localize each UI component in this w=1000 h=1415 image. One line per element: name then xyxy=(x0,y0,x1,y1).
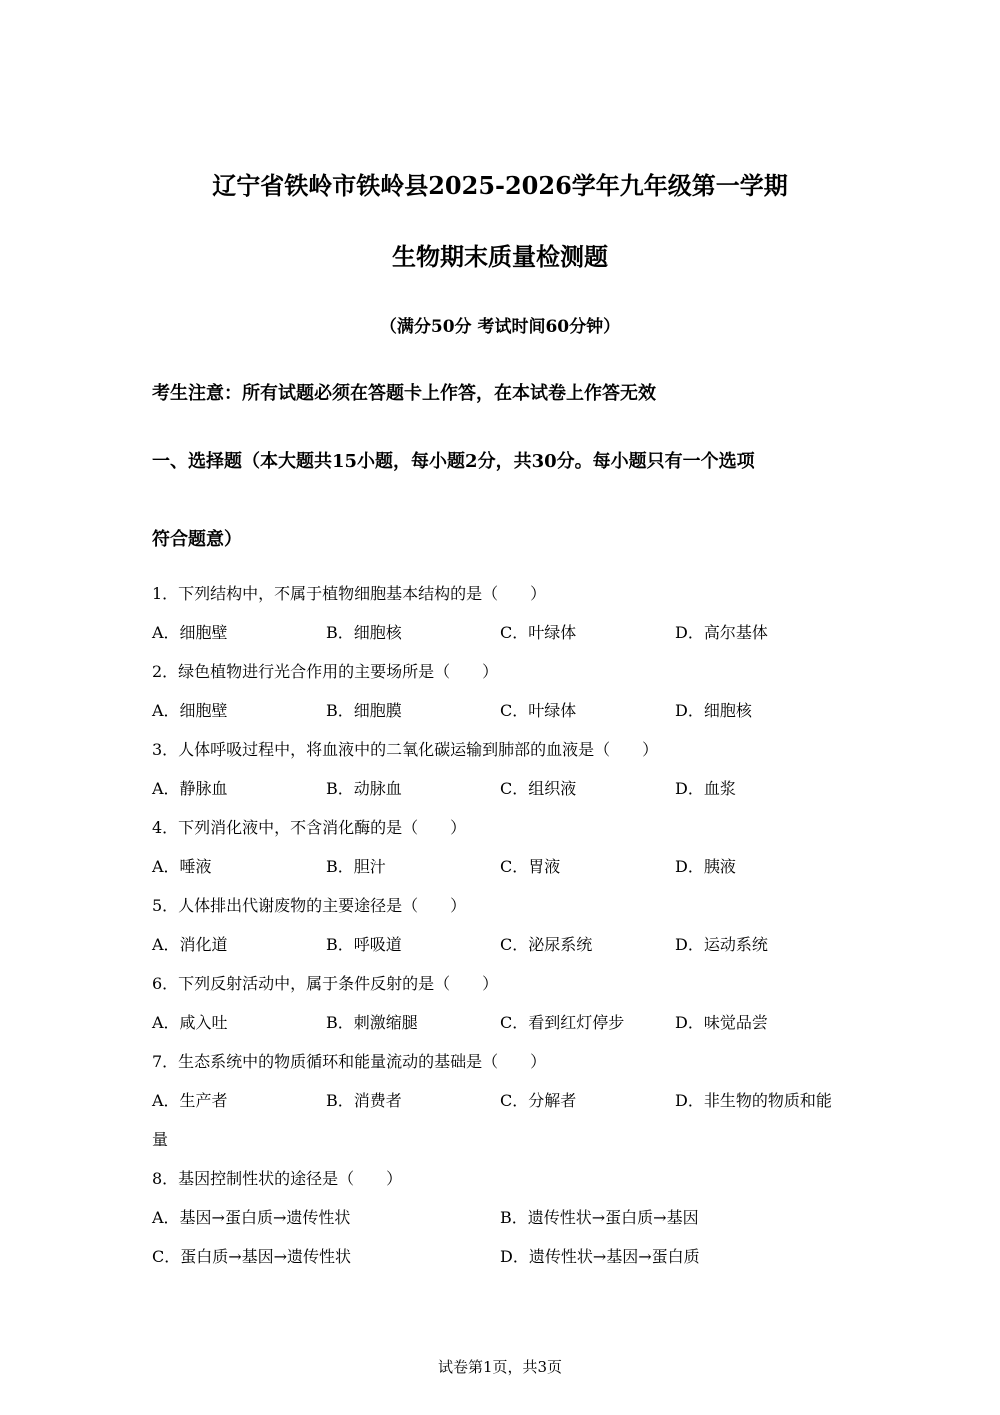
option-d: D．味觉品尝 xyxy=(675,1013,768,1032)
option-c: C．叶绿体 xyxy=(500,623,577,642)
option-d: D．细胞核 xyxy=(675,701,752,720)
option-b: B．刺激缩腿 xyxy=(326,1013,418,1032)
question-stem: 8．基因控制性状的途径是（ ） xyxy=(152,1169,403,1188)
option-a: A．消化道 xyxy=(152,935,228,954)
option-d: D．胰液 xyxy=(675,857,736,876)
option-b: B．消费者 xyxy=(326,1091,402,1110)
option-b: B．动脉血 xyxy=(326,779,402,798)
question-stem: 2．绿色植物进行光合作用的主要场所是（ ） xyxy=(152,662,499,681)
question-stem: 7．生态系统中的物质循环和能量流动的基础是（ ） xyxy=(152,1052,547,1071)
option-d: D．高尔基体 xyxy=(675,623,768,642)
option-b: B．细胞核 xyxy=(326,623,402,642)
page-footer: 试卷第1页，共3页 xyxy=(437,1358,563,1376)
section-heading-line2: 符合题意） xyxy=(152,529,242,550)
option-c: C．蛋白质→基因→遗传性状 xyxy=(152,1247,352,1266)
option-d: D．血浆 xyxy=(675,779,736,798)
option-b: B．细胞膜 xyxy=(326,701,402,720)
exam-title-line2: 生物期末质量检测题 xyxy=(392,242,608,271)
option-a: A．细胞壁 xyxy=(152,701,228,720)
question-stem: 3．人体呼吸过程中，将血液中的二氧化碳运输到肺部的血液是（ ） xyxy=(152,740,659,759)
option-c: C．看到红灯停步 xyxy=(500,1013,625,1032)
question-stem: 6．下列反射活动中，属于条件反射的是（ ） xyxy=(152,974,499,993)
option-d: D．运动系统 xyxy=(675,935,768,954)
option-a: A．细胞壁 xyxy=(152,623,228,642)
option-a: A．咸入吐 xyxy=(152,1013,228,1032)
option-d: D．非生物的物质和能 xyxy=(675,1091,832,1110)
option-a: A．基因→蛋白质→遗传性状 xyxy=(152,1208,351,1227)
option-b: B．胆汁 xyxy=(326,857,386,876)
option-c: C．组织液 xyxy=(500,779,577,798)
option-c: C．分解者 xyxy=(500,1091,577,1110)
question-stem: 5．人体排出代谢废物的主要途径是（ ） xyxy=(152,896,467,915)
exam-subtitle: （满分50分 考试时间60分钟） xyxy=(379,317,621,337)
exam-title-line1: 辽宁省铁岭市铁岭县2025-2026学年九年级第一学期 xyxy=(212,171,788,200)
option-c: C．胃液 xyxy=(500,857,561,876)
option-b: B．遗传性状→蛋白质→基因 xyxy=(500,1208,699,1227)
option-a: A．静脉血 xyxy=(152,779,228,798)
question-stem: 1．下列结构中，不属于植物细胞基本结构的是（ ） xyxy=(152,584,547,603)
option-d: D．遗传性状→基因→蛋白质 xyxy=(500,1247,700,1266)
section-heading-line1: 一、选择题（本大题共15小题，每小题2分，共30分。每小题只有一个选项 xyxy=(152,451,755,472)
option-a: A．生产者 xyxy=(152,1091,228,1110)
option-a: A．唾液 xyxy=(152,857,212,876)
question-stem: 4．下列消化液中，不含消化酶的是（ ） xyxy=(152,818,467,837)
exam-notice: 考生注意：所有试题必须在答题卡上作答，在本试卷上作答无效 xyxy=(152,383,656,404)
option-c: C．叶绿体 xyxy=(500,701,577,720)
option-b: B．呼吸道 xyxy=(326,935,402,954)
option-d-wrap: 量 xyxy=(152,1130,169,1149)
option-c: C．泌尿系统 xyxy=(500,935,593,954)
